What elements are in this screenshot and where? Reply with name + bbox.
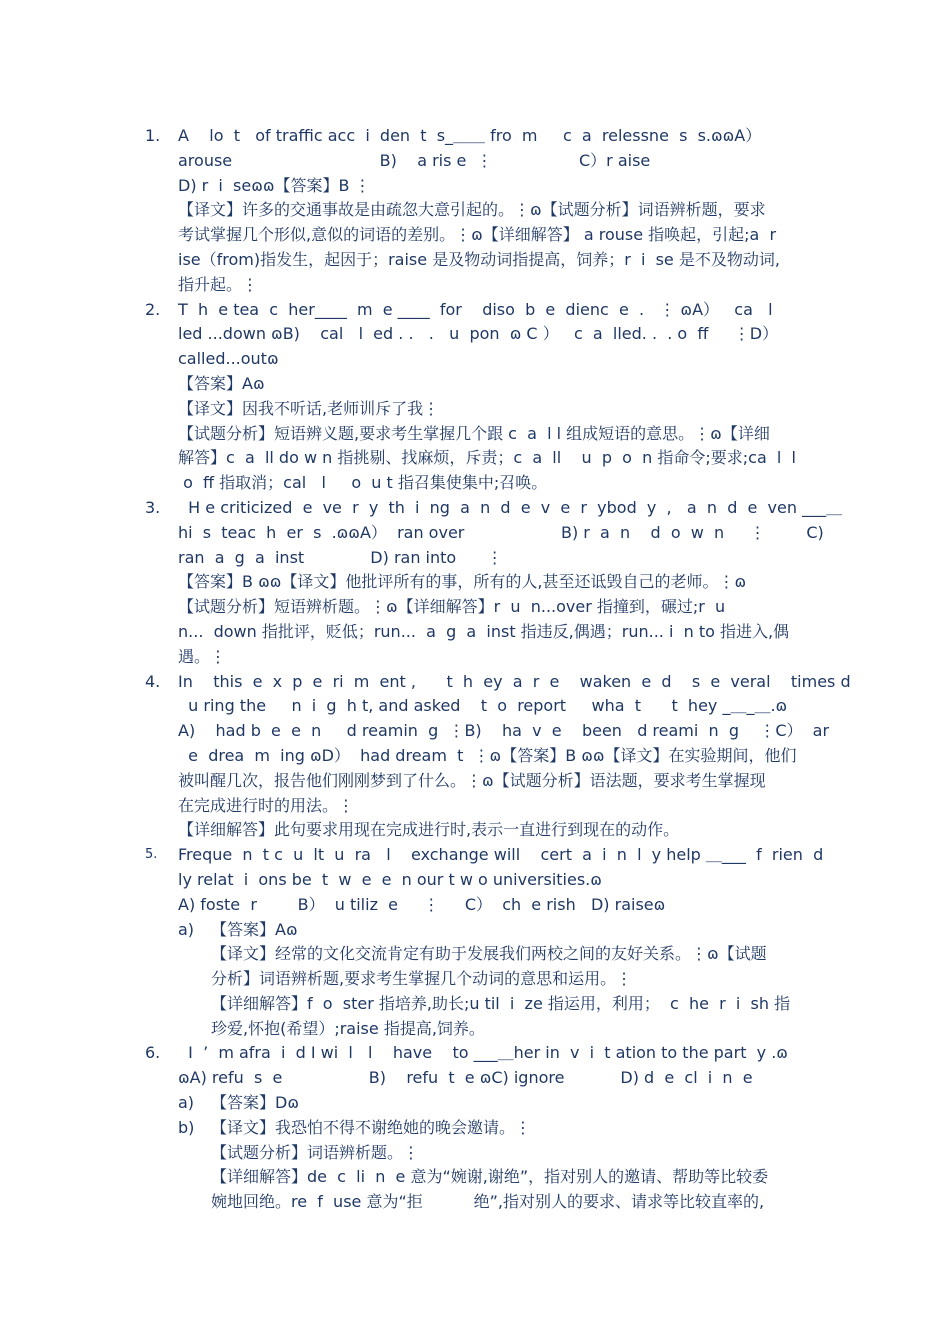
sub-item-line: 分析】词语辨析题,要求考生掌握几个动词的意思和运用。⋮: [211, 969, 633, 989]
question-line: hi s teac h er s .ɷɷA） ran over B) r a n d o w n ⋮ C): [178, 522, 824, 542]
question-line: H e criticized e ve r y th i ng a n d e v e r ybod y , a n d e ven ___＿: [178, 497, 843, 517]
question-line: Freque n t c u lt u ra l exchange will cert a i n l y help ＿___ f rien d: [178, 845, 824, 865]
question-line: T h e tea c her____ m e ____ for diso b e dienc e . ⋮ ɷA） ca l: [178, 299, 773, 319]
question-line: 【译文】许多的交通事故是由疏忽大意引起的。⋮ɷ【试题分析】词语辨析题，要求: [178, 200, 766, 220]
sub-item: [178, 1091, 807, 1116]
document-content: [145, 124, 851, 1215]
question-item: [145, 843, 824, 1041]
question-item: [145, 670, 851, 844]
sub-item-marker: b): [178, 1117, 195, 1137]
sub-item-body: [211, 1116, 807, 1215]
question-number: 3.: [145, 497, 161, 517]
question-line: ise（from)指发生，起因于；raise 是及物动词指提高，饲养；r i se 是不及物动词,: [178, 249, 780, 269]
question-line: 被叫醒几次，报告他们刚刚梦到了什么。⋮ɷ【试题分析】语法题，要求考生掌握现: [178, 770, 766, 790]
question-item: [145, 1041, 807, 1215]
sub-item-body: [211, 918, 823, 1042]
question-number: 2.: [145, 299, 161, 319]
question-item: [145, 124, 807, 298]
question-line: ly relat i ons be t w e e n our t w o universities.ɷ: [178, 869, 602, 889]
sub-item-line: 【译文】我恐怕不得不谢绝她的晚会邀请。⋮: [211, 1117, 532, 1137]
question-number: 5.: [145, 847, 158, 863]
sub-item-line: 【答案】Aɷ: [211, 919, 298, 939]
question-line: 【试题分析】短语辨义题,要求考生掌握几个跟 c a l l 组成短语的意思。⋮ɷ【详细: [178, 423, 770, 443]
question-line: A) had b e e n d reamin g ⋮B) ha v e been d reami n g ⋮C） ar: [178, 721, 830, 741]
question-line: A lo t of traffic acc i den t s_＿＿ fro m c a relessne s s.ɷɷA）: [178, 126, 762, 145]
sub-item-line: 【详细解答】f o ster 指培养,助长;u til i ze 指运用，利用； c he r i sh 指: [211, 993, 791, 1013]
sub-item-marker: a): [178, 1093, 195, 1113]
sub-item-line: 珍爱,怀抱(希望）;raise 指提高,饲养。: [211, 1018, 485, 1038]
question-line: 在完成进行时的用法。⋮: [178, 795, 355, 815]
question-line: 遇。⋮: [178, 646, 227, 666]
question-line: led ...down ɷB) cal l ed . . . u pon ɷ C ） c a lled. . . o ff ⋮D）: [178, 324, 779, 344]
question-line: 指升起。⋮: [178, 274, 259, 294]
question-line: D) r i seɷɷ【答案】B ⋮: [178, 175, 371, 195]
question-line: 【答案】B ɷɷ【译文】他批评所有的事，所有的人,甚至还诋毁自己的老师。⋮ɷ: [178, 572, 747, 592]
question-line: u ring the n i g h t, and asked t o report wha t t hey _＿_＿.ɷ: [178, 696, 788, 716]
question-item: [145, 496, 843, 670]
sub-item-line: 【译文】经常的文化交流肯定有助于发展我们两校之间的友好关系。⋮ɷ【试题: [211, 944, 767, 964]
question-line: 解答】c a ll do w n 指挑剔、找麻烦，斥责；c a ll u p o n 指命令;要求;ca l l: [178, 448, 796, 468]
sub-item-line: 【试题分析】词语辨析题。⋮: [211, 1142, 420, 1162]
question-body: [178, 1041, 807, 1215]
question-line: n... down 指批评，贬低；run... a g a inst 指违反,偶遇；run... i n to 指进入,偶: [178, 621, 790, 641]
question-number: 6.: [145, 1043, 161, 1063]
sub-item-marker: a): [178, 919, 195, 939]
sub-item: [178, 918, 823, 1042]
question-line: ran a g a inst D) ran into ⋮: [178, 547, 503, 567]
question-line: 【译文】因我不听话,老师训斥了我⋮: [178, 398, 440, 418]
question-line: I ’ m afra i d I wi l l have to ___＿her in v i t ation to the part y .ɷ: [178, 1043, 788, 1063]
question-line: ɷA) refu s e B) refu t e ɷC) ignore D) d e cl i n e: [178, 1068, 753, 1088]
question-body: [178, 496, 842, 670]
sub-item-line: 【详细解答】de c li n e 意为“婉谢,谢绝”，指对别人的邀请、帮助等比较委: [211, 1167, 769, 1187]
question-body: [178, 670, 851, 844]
question-number: 1.: [145, 126, 161, 145]
question-line: called...outɷ: [178, 349, 279, 369]
question-number: 4.: [145, 671, 161, 691]
question-body: [178, 843, 823, 1041]
sub-item-line: 【答案】Dɷ: [211, 1093, 299, 1113]
question-line: o ff 指取消；cal l o u t 指召集使集中;召唤。: [178, 473, 548, 493]
question-line: arouse B) a ris e ⋮ C）r aise: [178, 150, 651, 170]
question-line: 【答案】Aɷ: [178, 373, 265, 393]
question-line: 【详细解答】此句要求用现在完成进行时,表示一直进行到现在的动作。: [178, 820, 680, 840]
sub-item-line: 婉地回绝。re f use 意为“拒 绝”,指对别人的要求、请求等比较直率的,: [211, 1192, 765, 1212]
question-body: [178, 124, 807, 298]
question-line: 考试掌握几个形似,意似的词语的差别。⋮ɷ【详细解答】 a rouse 指唤起，引起;a r: [178, 225, 777, 245]
question-line: e drea m ing ɷD） had dream t ⋮ɷ【答案】B ɷɷ【译文】在实验期间，他们: [178, 745, 797, 765]
sub-item-body: [211, 1091, 807, 1116]
question-item: [145, 298, 807, 496]
sub-item: [178, 1116, 807, 1215]
question-line: A) foste r B） u tiliz e ⋮ C） ch e rish D) raiseɷ: [178, 894, 666, 914]
question-line: 【试题分析】短语辨析题。⋮ɷ【详细解答】r u n...over 指撞到，碾过;r u: [178, 597, 726, 617]
question-body: [178, 298, 807, 496]
question-line: In this e x p e ri m ent , t h ey a r e waken e d s e veral times d: [178, 671, 851, 691]
